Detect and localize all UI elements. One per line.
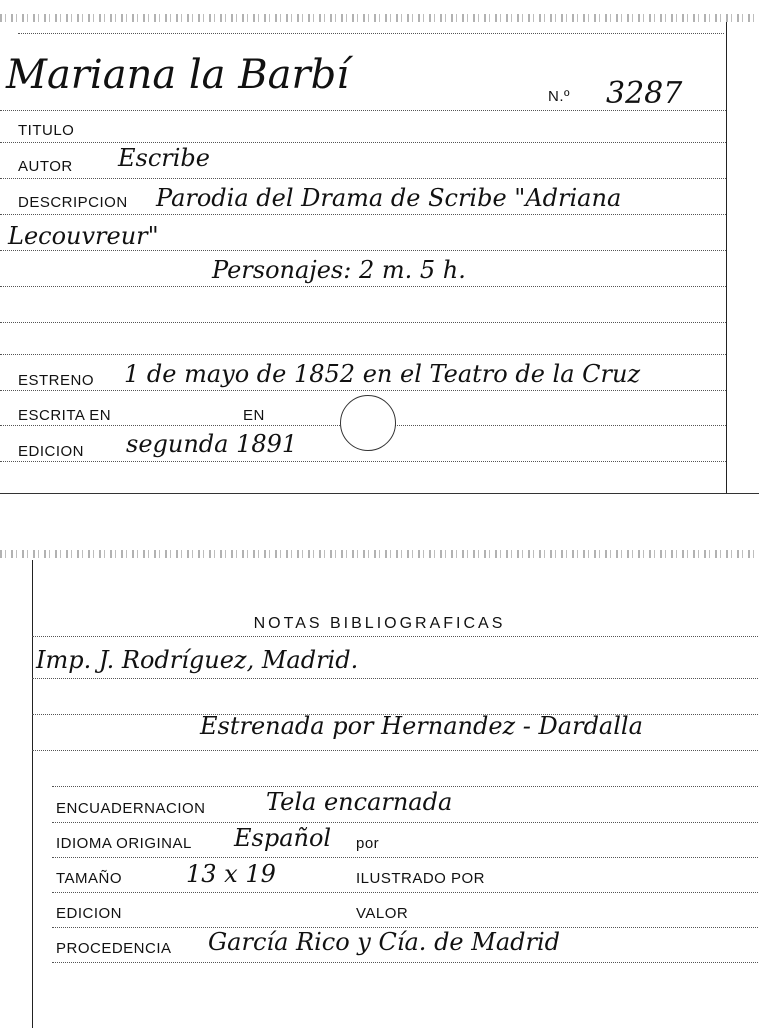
rule-line — [0, 142, 726, 143]
ilustrado-label: ILUSTRADO POR — [356, 870, 486, 887]
note-line-1: Imp. J. Rodríguez, Madrid. — [36, 646, 359, 674]
descripcion-label: DESCRIPCION — [18, 194, 128, 211]
rule-line — [0, 178, 726, 179]
rule-line — [32, 678, 758, 679]
notas-heading: NOTAS BIBLIOGRAFICAS — [253, 615, 506, 632]
rule-line — [52, 822, 758, 823]
numero-value: 3287 — [606, 76, 683, 111]
idioma-label: IDIOMA ORIGINAL — [56, 835, 192, 852]
card-top-edge — [0, 550, 759, 558]
rule-line — [18, 33, 724, 34]
escrita-en-label: ESCRITA EN — [18, 407, 112, 424]
autor-label: AUTOR — [18, 158, 73, 175]
personajes-value: Personajes: 2 m. 5 h. — [212, 256, 466, 284]
rule-line — [52, 857, 758, 858]
rule-line — [0, 390, 726, 391]
rule-line — [0, 250, 726, 251]
encuadernacion-label: ENCUADERNACION — [56, 800, 206, 817]
rule-line — [0, 286, 726, 287]
rule-line — [32, 636, 758, 637]
rule-line — [52, 892, 758, 893]
tamano-label: TAMAÑO — [56, 870, 123, 887]
rule-line — [52, 786, 758, 787]
encuadernacion-value: Tela encarnada — [266, 788, 453, 816]
procedencia-label: PROCEDENCIA — [56, 940, 172, 957]
en-label: EN — [243, 407, 265, 424]
title-handwritten: Mariana la Barbí — [6, 52, 350, 98]
titulo-label: TITULO — [18, 122, 75, 139]
card-bottom-border — [0, 493, 759, 494]
rule-line — [32, 750, 758, 751]
rule-line — [52, 962, 758, 963]
valor-label: VALOR — [356, 905, 409, 922]
punched-hole — [340, 395, 396, 451]
catalog-card-main — [0, 0, 759, 494]
por-label: por — [356, 835, 380, 852]
note-line-2: Estrenada por Hernandez - Dardalla — [200, 712, 643, 740]
idioma-value: Español — [234, 824, 332, 852]
rule-line — [0, 461, 726, 462]
tamano-value: 13 x 19 — [186, 860, 276, 888]
rule-line — [0, 214, 726, 215]
rule-line — [0, 322, 726, 323]
card-right-border — [726, 22, 727, 494]
descripcion-value-line1: Parodia del Drama de Scribe "Adriana — [156, 184, 622, 212]
edicion-value: segunda 1891 — [126, 430, 298, 458]
numero-label: N.º — [548, 88, 570, 105]
autor-value: Escribe — [118, 144, 210, 172]
edicion-label: EDICION — [18, 443, 85, 460]
descripcion-value-line2: Lecouvreur" — [8, 222, 159, 250]
rule-line — [0, 354, 726, 355]
card-top-edge — [0, 14, 759, 22]
estreno-value: 1 de mayo de 1852 en el Teatro de la Cruz — [124, 360, 641, 388]
procedencia-value: García Rico y Cía. de Madrid — [208, 928, 561, 956]
estreno-label: ESTRENO — [18, 372, 95, 389]
edicion2-label: EDICION — [56, 905, 123, 922]
